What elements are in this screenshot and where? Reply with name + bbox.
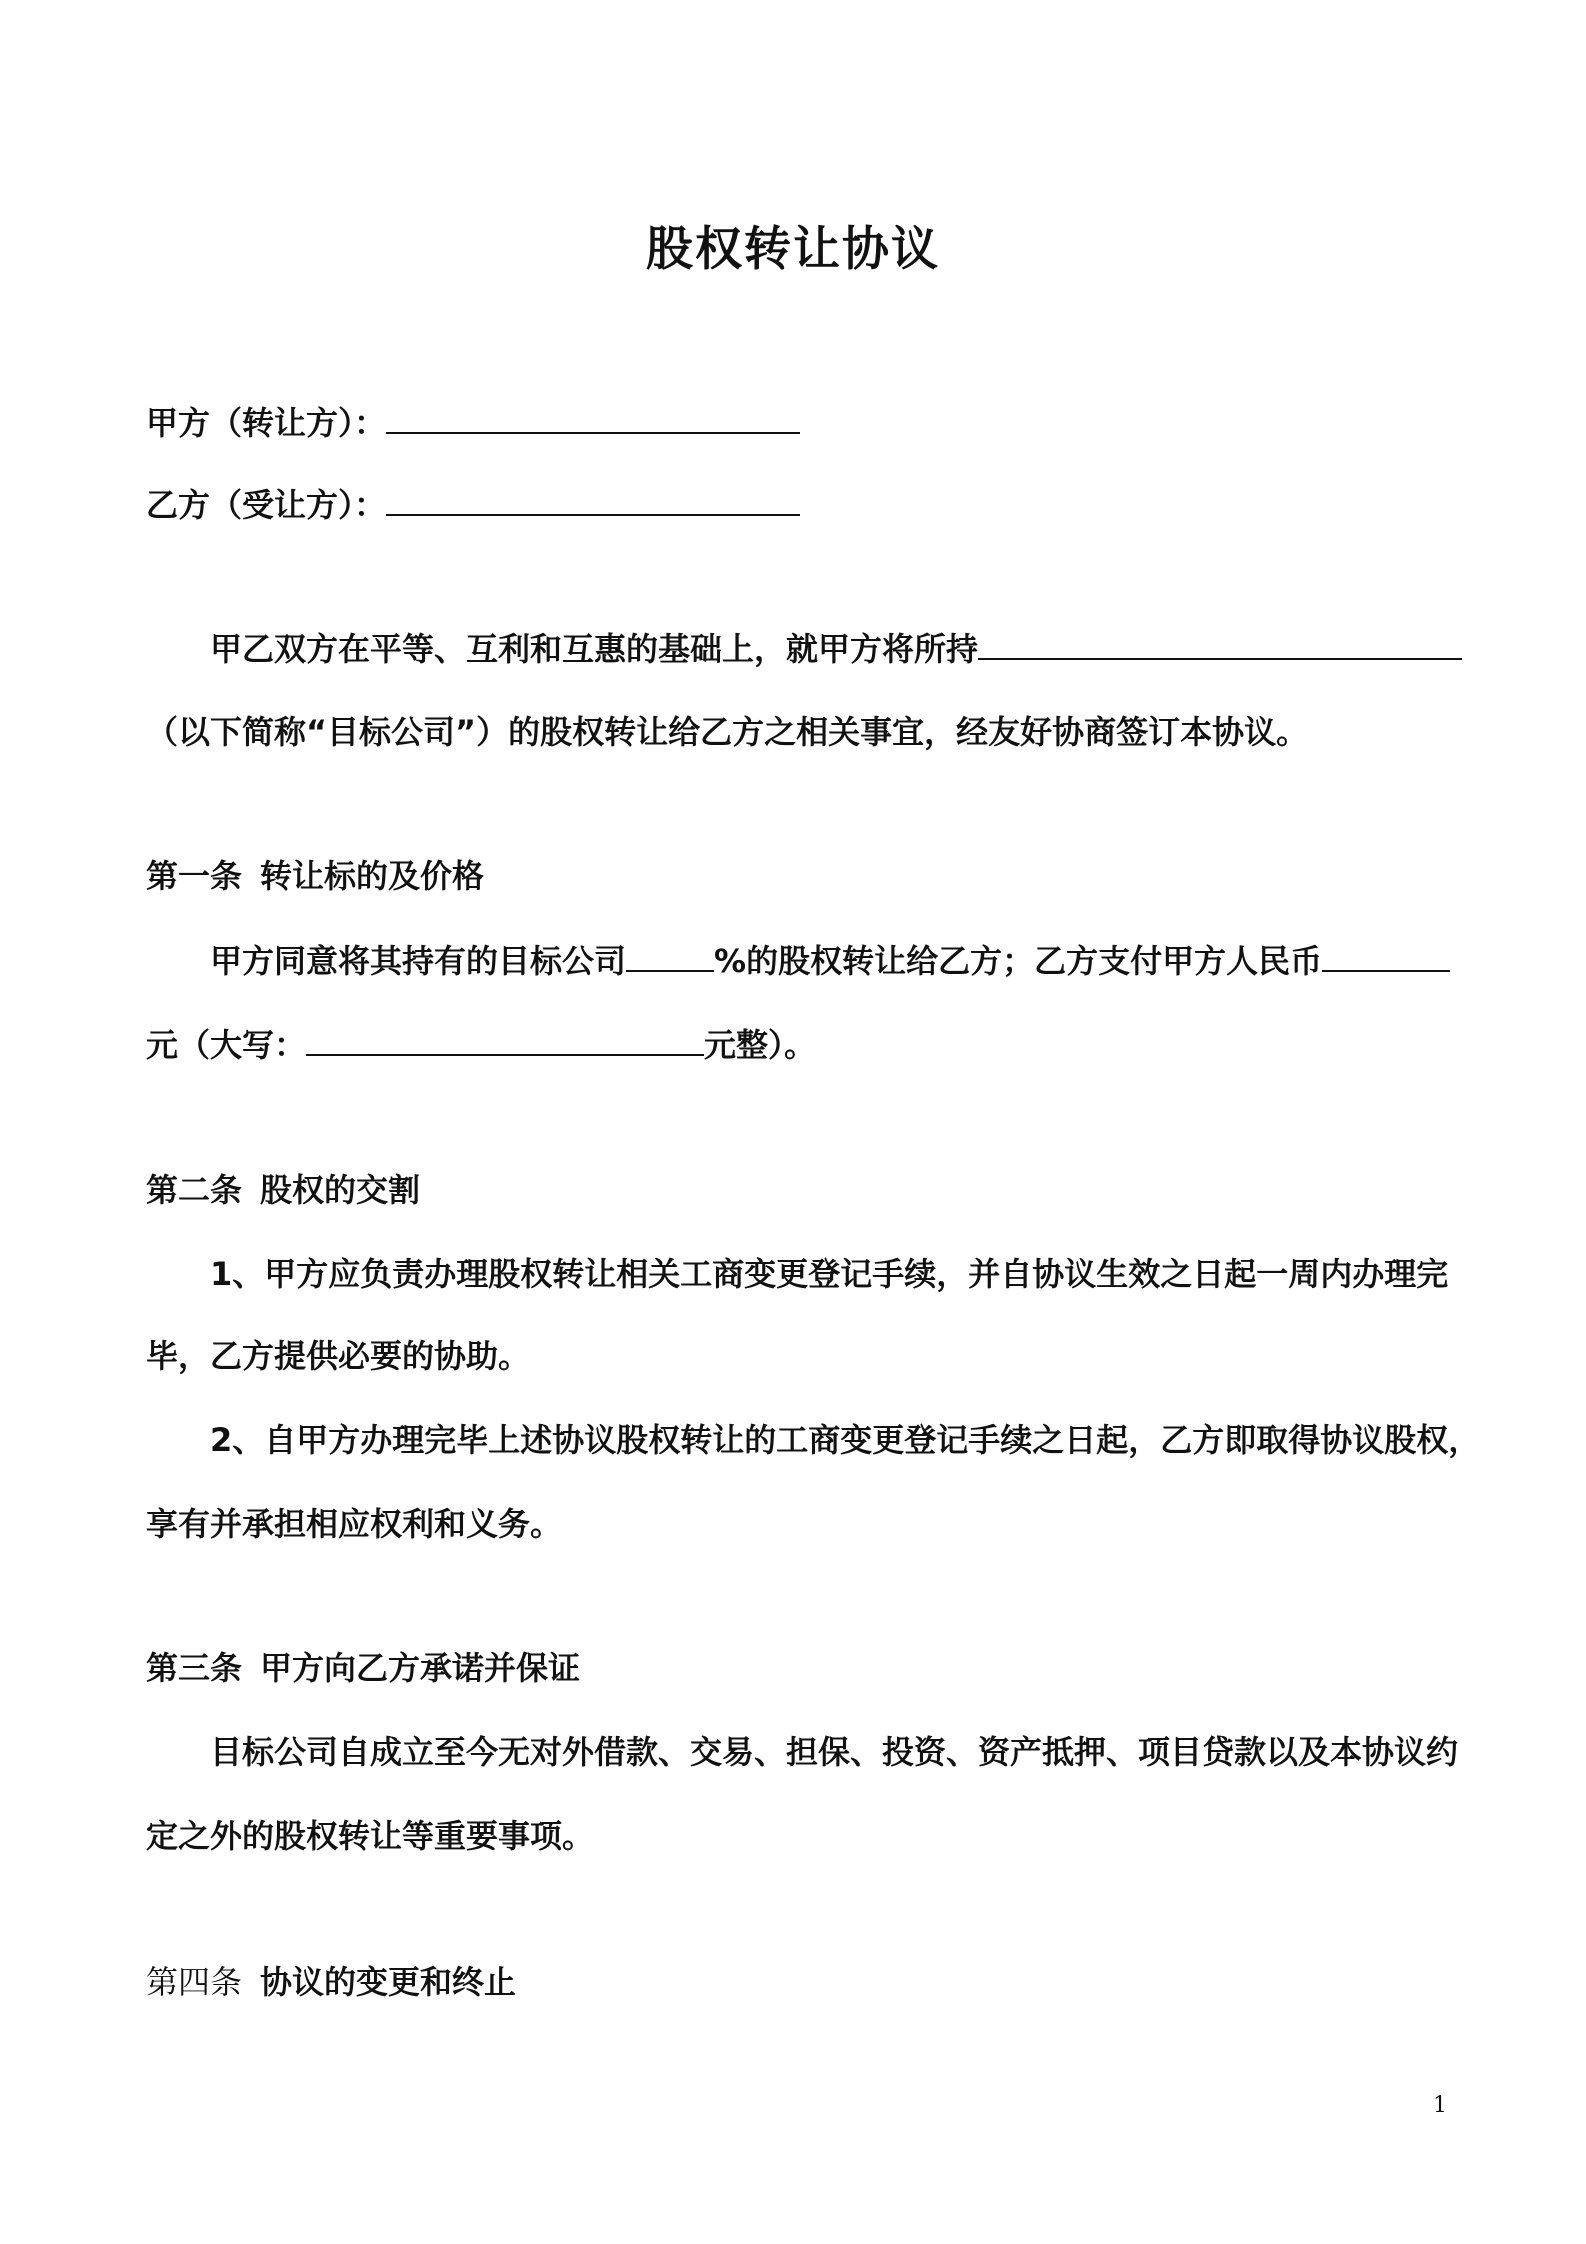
party-b-line (146, 484, 800, 525)
article-1-line-2 (146, 1024, 816, 1065)
article-3-line-1: 目标公司自成立至今无对外借款、交易、担保、投资、资产抵押、项目贷款以及本协议约 (210, 1733, 1459, 1771)
article-2-item-1-line-1: 1、甲方应负责办理股权转让相关工商变更登记手续，并自协议生效之日起一周内办理完 (210, 1255, 1449, 1293)
article-3-title: 甲方向乙方承诺并保证 (260, 1649, 581, 1687)
article-2-item-1-line-2: 毕，乙方提供必要的协助。 (146, 1337, 531, 1375)
article-1-text-c: 元（大写： (146, 1026, 307, 1064)
article-1-text-d: 元整）。 (704, 1026, 817, 1064)
intro-line-1 (210, 628, 1462, 669)
article-4-number: 第四条 (146, 1963, 243, 2001)
price-words-blank (306, 1024, 704, 1056)
intro-text-1: 甲乙双方在平等、互利和互惠的基础上，就甲方将所持 (210, 630, 979, 668)
intro-line-2: （以下简称“目标公司”）的股权转让给乙方之相关事宜，经友好协商签订本协议。 (146, 713, 1309, 751)
target-company-blank (978, 628, 1462, 660)
article-1-text-a: 甲方同意将其持有的目标公司 (210, 942, 627, 980)
article-1-text-b: %的股权转让给乙方；乙方支付甲方人民币 (714, 942, 1323, 980)
article-2-item-2-line-1: 2、自甲方办理完毕上述协议股权转让的工商变更登记手续之日起，乙方即取得协议股权， (210, 1421, 1481, 1459)
price-blank (1322, 940, 1450, 972)
page-number: 1 (1433, 2093, 1447, 2118)
article-4-heading (146, 1962, 516, 2002)
article-4-title: 协议的变更和终止 (260, 1963, 517, 2001)
article-3-heading (146, 1648, 580, 1688)
article-1-number: 第一条 (146, 857, 243, 895)
document-title: 股权转让协议 (646, 222, 940, 277)
party-b-label: 乙方（受让方）： (146, 486, 387, 524)
party-a-blank (386, 402, 800, 434)
article-2-title: 股权的交割 (260, 1171, 421, 1209)
article-1-line-1 (210, 940, 1450, 981)
percent-blank (626, 940, 714, 972)
article-1-heading (146, 856, 484, 896)
article-1-title: 转让标的及价格 (260, 857, 485, 895)
party-b-blank (386, 484, 800, 516)
article-3-line-2: 定之外的股权转让等重要事项。 (146, 1817, 595, 1855)
article-2-heading (146, 1170, 420, 1210)
party-a-label: 甲方（转让方）： (146, 404, 387, 442)
article-2-item-2-line-2: 享有并承担相应权利和义务。 (146, 1505, 563, 1543)
article-3-number: 第三条 (146, 1649, 243, 1687)
article-2-number: 第二条 (146, 1171, 243, 1209)
party-a-line (146, 402, 800, 443)
